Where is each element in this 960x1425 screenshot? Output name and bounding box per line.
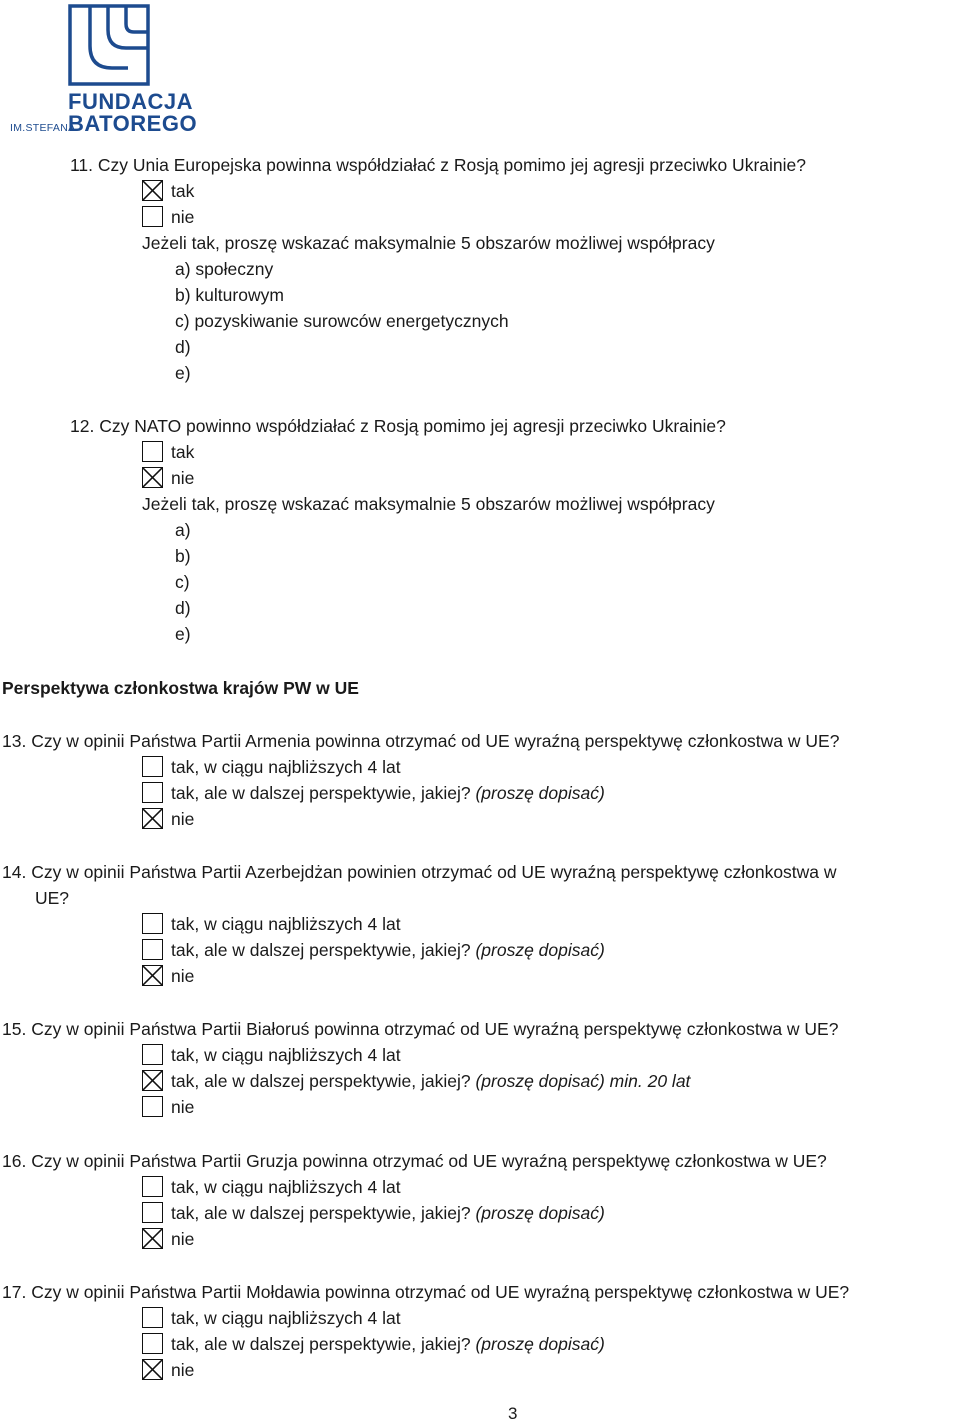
- q15-option-2: [171, 1070, 690, 1092]
- question-14-line1: 14. Czy w opinii Państwa Partii Azerbejdżan powinien otrzymać od UE wyraźną perspektywę członkostwa w: [2, 862, 837, 882]
- q14-option-2-hint: (proszę dopisać): [475, 940, 605, 960]
- checkbox-x-mark-icon: [143, 809, 162, 828]
- q14-checkbox-1[interactable]: [142, 913, 163, 934]
- question-16: 16. Czy w opinii Państwa Partii Gruzja powinna otrzymać od UE wyraźną perspektywę członkostwa w UE?: [2, 1151, 827, 1171]
- q17-checkbox-3[interactable]: [142, 1359, 163, 1380]
- logo-mark-icon: [68, 4, 150, 86]
- question-12: 12. Czy NATO powinno współdziałać z Rosją pomimo jej agresji przeciwko Ukrainie?: [70, 416, 726, 436]
- q12-area-b: b): [175, 546, 191, 566]
- q12-area-a: a): [175, 520, 191, 540]
- q11-area-d: d): [175, 337, 191, 357]
- q16-option-2-hint: (proszę dopisać): [475, 1203, 605, 1223]
- q13-option-3: nie: [171, 809, 195, 829]
- q15-option-2-hint: (proszę dopisać) min. 20 lat: [475, 1071, 691, 1091]
- q13-checkbox-1[interactable]: [142, 756, 163, 777]
- q16-option-1: tak, w ciągu najbliższych 4 lat: [171, 1177, 401, 1197]
- q16-option-2-text: tak, ale w dalszej perspektywie, jakiej?: [171, 1203, 476, 1223]
- question-13: 13. Czy w opinii Państwa Partii Armenia powinna otrzymać od UE wyraźną perspektywę członkostwa w UE?: [2, 731, 840, 751]
- q12-checkbox-nie[interactable]: [142, 467, 163, 488]
- checkbox-x-mark-icon: [143, 1229, 162, 1248]
- q16-checkbox-2[interactable]: [142, 1202, 163, 1223]
- q17-option-1: tak, w ciągu najbliższych 4 lat: [171, 1308, 401, 1328]
- q17-option-2-hint: (proszę dopisać): [475, 1334, 605, 1354]
- logo-text-prefix: IM.STEFANA: [10, 122, 76, 134]
- checkbox-x-mark-icon: [143, 966, 162, 985]
- q12-area-e: e): [175, 624, 191, 644]
- q14-option-2-text: tak, ale w dalszej perspektywie, jakiej?: [171, 940, 476, 960]
- q15-checkbox-2[interactable]: [142, 1070, 163, 1091]
- checkbox-x-mark-icon: [143, 468, 162, 487]
- q16-option-3: nie: [171, 1229, 195, 1249]
- q13-option-2-text: tak, ale w dalszej perspektywie, jakiej?: [171, 783, 476, 803]
- q11-option-tak: tak: [171, 181, 195, 201]
- q13-checkbox-3[interactable]: [142, 808, 163, 829]
- q16-checkbox-1[interactable]: [142, 1176, 163, 1197]
- q11-area-c: c) pozyskiwanie surowców energetycznych: [175, 311, 509, 331]
- q11-followup: Jeżeli tak, proszę wskazać maksymalnie 5 obszarów możliwej współpracy: [142, 233, 715, 253]
- q14-checkbox-3[interactable]: [142, 965, 163, 986]
- q13-option-2-hint: (proszę dopisać): [475, 783, 605, 803]
- q15-option-2-text: tak, ale w dalszej perspektywie, jakiej?: [171, 1071, 476, 1091]
- q11-area-b: b) kulturowym: [175, 285, 284, 305]
- question-14-line2: UE?: [35, 888, 70, 908]
- q15-checkbox-1[interactable]: [142, 1044, 163, 1065]
- q16-checkbox-3[interactable]: [142, 1228, 163, 1249]
- q11-checkbox-tak[interactable]: [142, 180, 163, 201]
- q12-checkbox-tak[interactable]: [142, 441, 163, 462]
- page-number: 3: [508, 1404, 518, 1423]
- q17-option-3: nie: [171, 1360, 195, 1380]
- q14-option-1: tak, w ciągu najbliższych 4 lat: [171, 914, 401, 934]
- q15-option-1: tak, w ciągu najbliższych 4 lat: [171, 1045, 401, 1065]
- q17-checkbox-1[interactable]: [142, 1307, 163, 1328]
- q13-checkbox-2[interactable]: [142, 782, 163, 803]
- q11-area-e: e): [175, 363, 191, 383]
- q14-option-3: nie: [171, 966, 195, 986]
- q13-option-1: tak, w ciągu najbliższych 4 lat: [171, 757, 401, 777]
- q13-option-2: [171, 782, 605, 804]
- checkbox-x-mark-icon: [143, 1360, 162, 1379]
- q11-checkbox-nie[interactable]: [142, 206, 163, 227]
- q12-followup: Jeżeli tak, proszę wskazać maksymalnie 5 obszarów możliwej współpracy: [142, 494, 715, 514]
- q12-option-nie: nie: [171, 468, 195, 488]
- q17-option-2: [171, 1333, 605, 1355]
- q11-area-a: a) społeczny: [175, 259, 274, 279]
- q12-area-c: c): [175, 572, 190, 592]
- logo-text-batorego: BATOREGO: [68, 111, 198, 136]
- q14-option-2: [171, 939, 605, 961]
- q12-area-d: d): [175, 598, 191, 618]
- checkbox-x-mark-icon: [143, 181, 162, 200]
- q12-option-tak: tak: [171, 442, 195, 462]
- checkbox-x-mark-icon: [143, 1071, 162, 1090]
- q17-option-2-text: tak, ale w dalszej perspektywie, jakiej?: [171, 1334, 476, 1354]
- section-heading: Perspektywa członkostwa krajów PW w UE: [2, 678, 359, 698]
- q15-option-3: nie: [171, 1097, 195, 1117]
- fundacja-batorego-logo: [10, 4, 198, 136]
- q17-checkbox-2[interactable]: [142, 1333, 163, 1354]
- question-11: 11. Czy Unia Europejska powinna współdziałać z Rosją pomimo jej agresji przeciwko Ukrainie?: [70, 155, 806, 175]
- question-15: 15. Czy w opinii Państwa Partii Białoruś powinna otrzymać od UE wyraźną perspektywę członkostwa w UE?: [2, 1019, 839, 1039]
- q16-option-2: [171, 1202, 605, 1224]
- question-17: 17. Czy w opinii Państwa Partii Mołdawia powinna otrzymać od UE wyraźną perspektywę członkostwa w UE?: [2, 1282, 850, 1302]
- q14-checkbox-2[interactable]: [142, 939, 163, 960]
- q11-option-nie: nie: [171, 207, 195, 227]
- q15-checkbox-3[interactable]: [142, 1096, 163, 1117]
- logo-text-fundacja: FUNDACJA: [68, 89, 193, 114]
